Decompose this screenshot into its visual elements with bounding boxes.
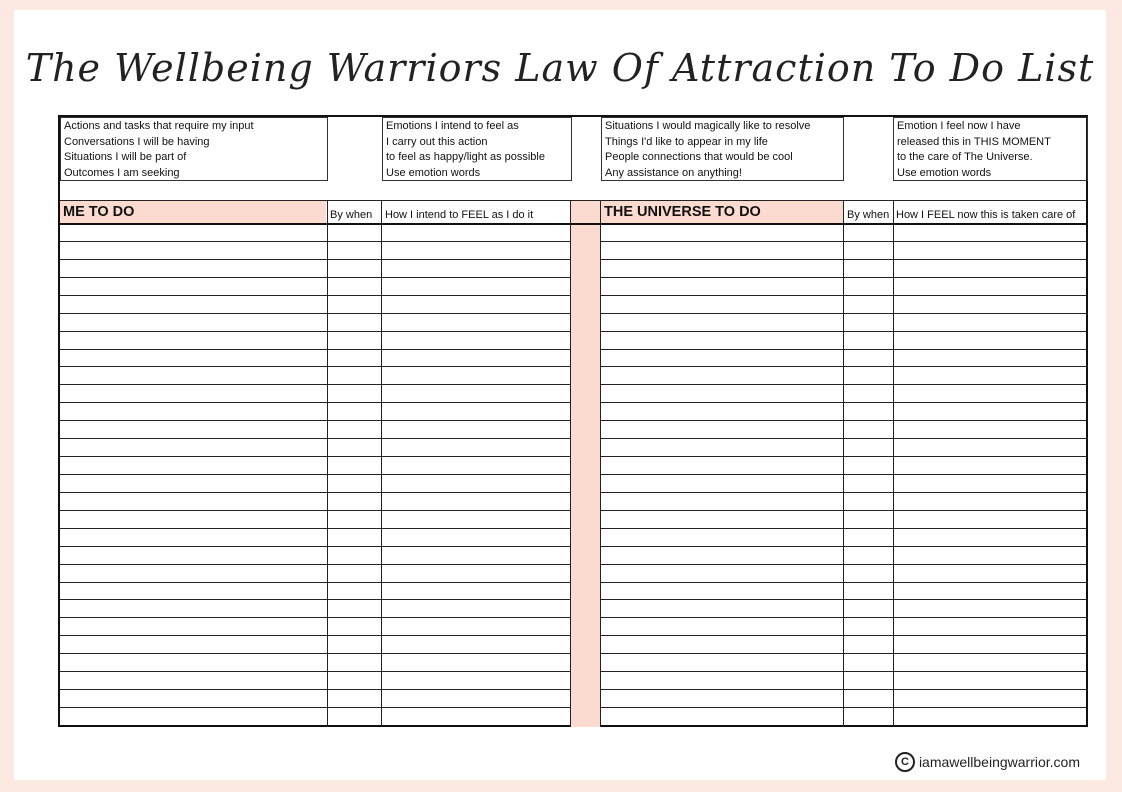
table-row-line [60,492,570,493]
table-row-line [60,617,570,618]
table-row-line [60,707,570,708]
table-row-line [600,635,1086,636]
intro-line: Conversations I will be having [64,135,210,148]
intro-line: Use emotion words [386,166,481,179]
intro-line: Actions and tasks that require my input [64,120,254,132]
me-to-do-heading: ME TO DO [63,204,135,220]
table-row-line [600,492,1086,493]
table-row-line [60,474,570,475]
universe-by-when-heading: By when [847,209,890,221]
header-bottom-line [60,223,1086,225]
table-row-line [60,241,570,242]
table-row-line [600,420,1086,421]
table-row-line [600,510,1086,511]
table-row-line [600,384,1086,385]
table-row-line [600,349,1086,350]
column-line [893,201,894,727]
table-row-line [600,474,1086,475]
intro-box-me-emotions [382,117,572,181]
website-text: iamawellbeingwarrior.com [918,754,1080,770]
table-row-line [60,366,570,367]
intro-line: Any assistance on anything! [605,166,742,179]
todo-sheet [58,115,1088,727]
intro-box-universe-situations [601,117,844,181]
table-row-line [600,259,1086,260]
intro-line: People connections that would be cool [605,151,793,163]
table-row-line [600,402,1086,403]
table-row-line [60,582,570,583]
table-row-line [600,707,1086,708]
table-row-line [600,331,1086,332]
table-row-line [60,689,570,690]
table-row-line [60,671,570,672]
intro-line: I carry out this action [386,135,488,148]
intro-box-universe-emotions [893,117,1088,181]
table-row-line [60,456,570,457]
table-row-line [600,456,1086,457]
table-row-line [600,295,1086,296]
table-row-line [60,277,570,278]
table-row-line [600,617,1086,618]
table-row-line [60,402,570,403]
worksheet-page [14,10,1106,780]
table-row-line [60,510,570,511]
table-row-line [600,689,1086,690]
divider-column [570,201,600,727]
intro-box-me-actions [60,117,328,181]
intro-line: Situations I will be part of [64,151,187,163]
table-row-line [600,582,1086,583]
column-line [327,201,328,727]
table-row-line [60,259,570,260]
table-row-line [600,599,1086,600]
table-row-line [600,277,1086,278]
header-top-line [60,200,1086,201]
table-row-line [600,546,1086,547]
table-row-line [60,635,570,636]
intro-line: Outcomes I am seeking [64,166,180,179]
column-line [570,201,571,727]
column-line [600,201,601,727]
column-line [381,201,382,727]
intro-line: released this in THIS MOMENT [897,135,1051,148]
table-row-line [60,528,570,529]
table-row-line [600,671,1086,672]
table-row-line [60,349,570,350]
table-row-line [60,295,570,296]
table-row-line [600,653,1086,654]
table-row-line [60,313,570,314]
page-title: The Wellbeing Warriors Law Of Attraction To Do List [25,46,1095,90]
table-row-line [600,313,1086,314]
intro-line: Emotions I intend to feel as [386,120,519,132]
table-row-line [60,653,570,654]
intro-line: Things I'd like to appear in my life [605,135,768,148]
table-row-line [600,366,1086,367]
table-row-line [600,564,1086,565]
universe-feel-heading: How I FEEL now this is taken care of [896,209,1076,221]
table-row-line [60,438,570,439]
copyright-icon: C [895,752,915,772]
table-row-line [60,331,570,332]
intro-line: to feel as happy/light as possible [386,151,545,163]
table-row-line [600,241,1086,242]
table-row-line [60,420,570,421]
me-feel-heading: How I intend to FEEL as I do it [385,209,534,221]
me-by-when-heading: By when [330,209,373,221]
intro-line: Emotion I feel now I have [897,120,1021,132]
intro-line: to the care of The Universe. [897,151,1033,163]
table-row-line [60,564,570,565]
intro-line: Situations I would magically like to resolve [605,120,811,132]
table-row-line [60,546,570,547]
table-row-line [60,384,570,385]
column-line [843,201,844,727]
table-row-line [60,599,570,600]
intro-line: Use emotion words [897,166,992,179]
universe-to-do-heading: THE UNIVERSE TO DO [604,204,761,220]
table-row-line [600,438,1086,439]
table-row-line [600,528,1086,529]
footer [895,752,1080,772]
